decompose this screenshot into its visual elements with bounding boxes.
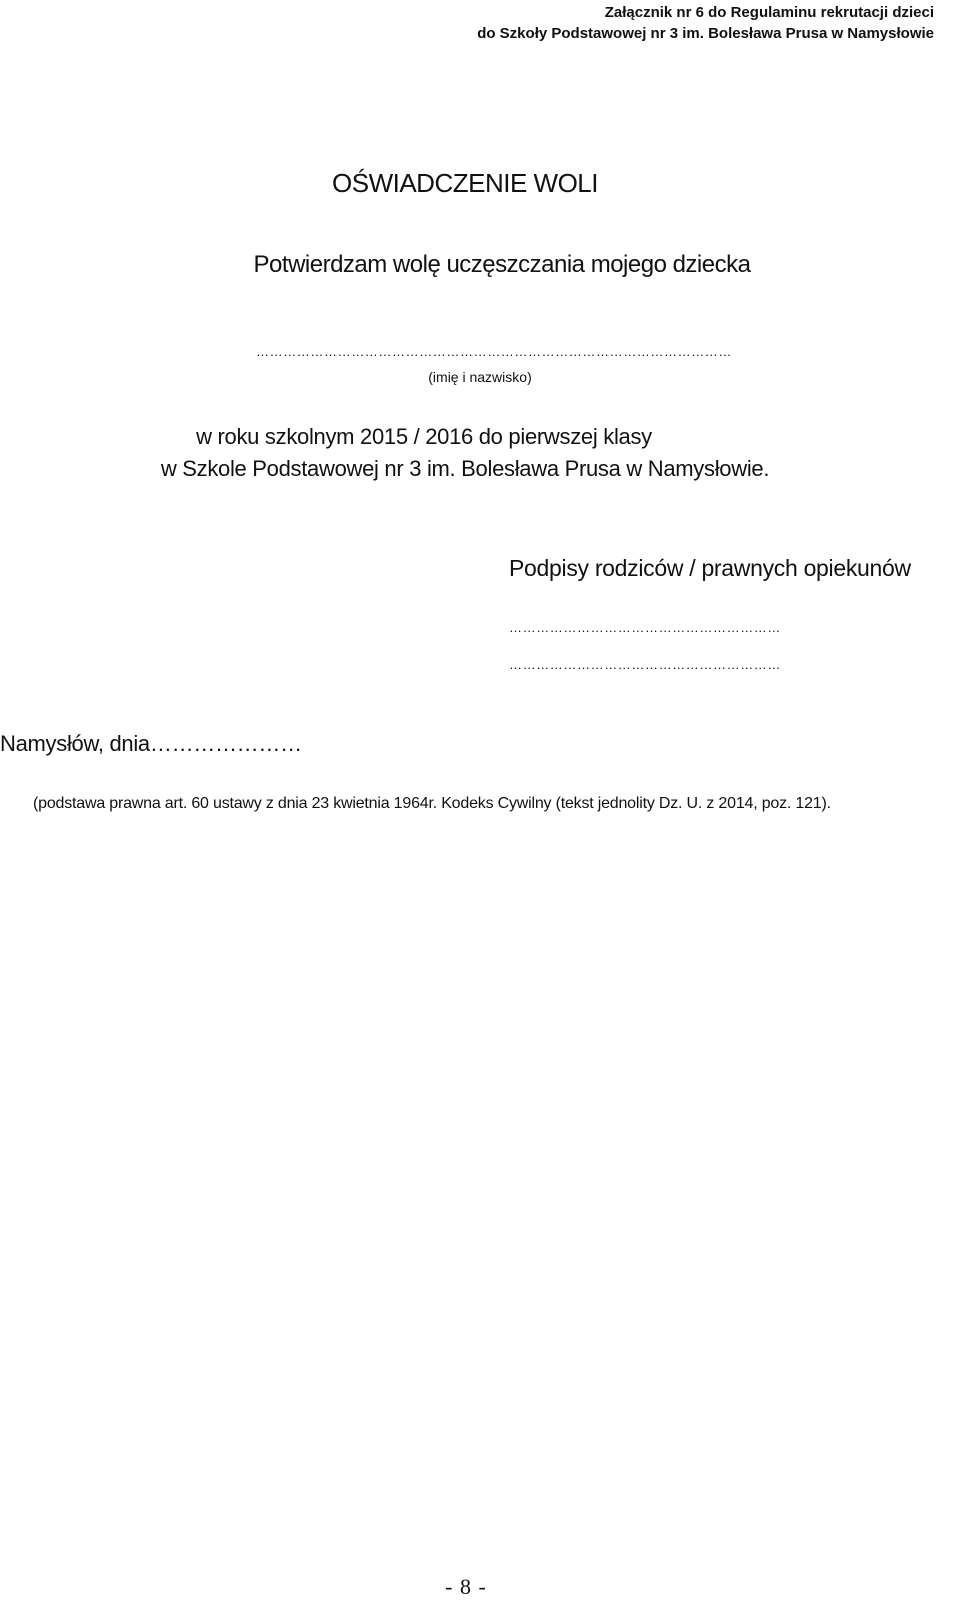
child-name-caption: (imię i nazwisko) (428, 369, 532, 385)
signature-line-1: …………………………………………………… (509, 620, 781, 635)
date-field-dots: ………………… (149, 731, 302, 756)
attachment-header-line2: do Szkoły Podstawowej nr 3 im. Bolesława Prusa w Namysłowie (477, 25, 934, 42)
intro-statement: Potwierdzam wolę uczęszczania mojego dziecka (253, 251, 751, 278)
signature-line-2: …………………………………………………… (509, 657, 781, 672)
document-title: OŚWIADCZENIE WOLI (332, 168, 598, 198)
attachment-header (477, 2, 934, 44)
school-name-line: w Szkole Podstawowej nr 3 im. Bolesława Prusa w Namysłowie. (160, 456, 770, 481)
attachment-header-line1: Załącznik nr 6 do Regulaminu rekrutacji dzieci (604, 4, 934, 21)
child-name-field: …………………………………………………………………………………………… (256, 344, 732, 359)
signatures-title: Podpisy rodziców / prawnych opiekunów (509, 555, 911, 581)
legal-basis-note: (podstawa prawna art. 60 ustawy z dnia 23 kwietnia 1964r. Kodeks Cywilny (tekst jednolity Dz. U. z 2014, poz. 121). (33, 795, 831, 812)
place-date-line (0, 731, 302, 757)
school-year-line: w roku szkolnym 2015 / 2016 do pierwszej klasy (196, 424, 652, 449)
page-number: - 8 - (445, 1574, 487, 1599)
place-date-label: Namysłów, dnia (0, 731, 150, 756)
